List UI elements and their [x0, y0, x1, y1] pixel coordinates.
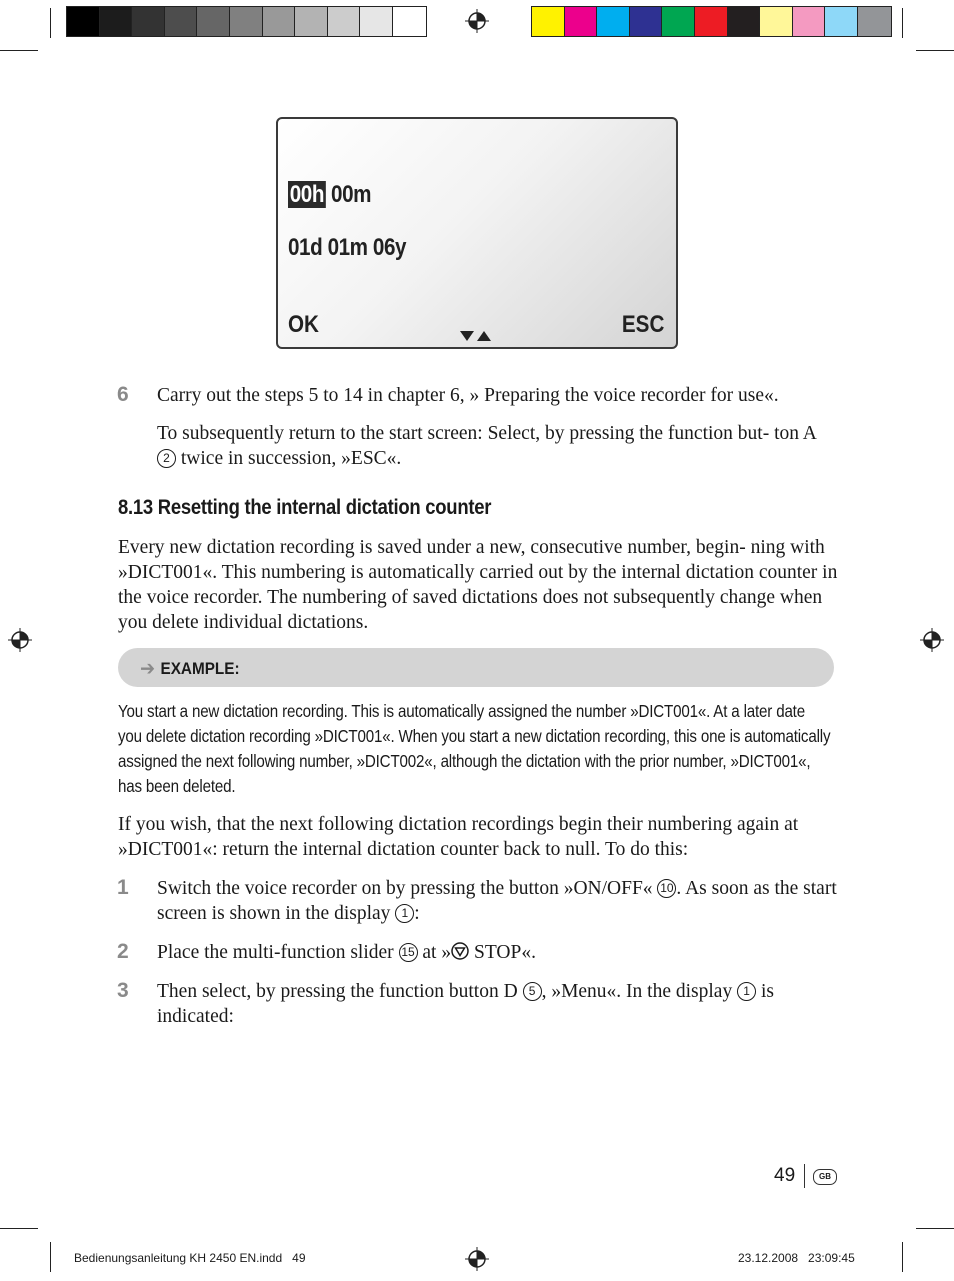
- step-text: [157, 940, 837, 965]
- gray-swatch: [263, 7, 296, 36]
- color-swatch: [662, 7, 695, 36]
- color-swatch: [793, 7, 826, 36]
- color-swatch: [597, 7, 630, 36]
- circled-number: 15: [399, 943, 418, 962]
- step-text-part: Place the multi-function slider: [157, 942, 399, 963]
- step-text-part: Then select, by pressing the function button D: [157, 981, 523, 1002]
- page-number: 49: [774, 1165, 796, 1186]
- lcd-date-line: 01d 01m 06y: [288, 234, 407, 261]
- gray-swatch: [67, 7, 100, 36]
- step-text-part: is indicated:: [157, 981, 774, 1027]
- circled-number: 1: [737, 982, 756, 1001]
- step-text-part: at »: [417, 942, 452, 963]
- crop-mark: [0, 1228, 38, 1229]
- country-badge: GB: [813, 1169, 837, 1185]
- gray-swatch: [393, 7, 426, 36]
- example-label: [140, 656, 240, 681]
- crop-mark: [50, 1242, 51, 1272]
- color-swatch: [565, 7, 598, 36]
- color-swatch: [825, 7, 858, 36]
- circled-number: 5: [523, 982, 542, 1001]
- registration-mark-icon: [8, 628, 32, 652]
- lcd-minutes: 00m: [325, 181, 372, 208]
- stop-icon: [451, 942, 469, 960]
- gray-swatch: [100, 7, 133, 36]
- step-number: 6: [117, 383, 129, 406]
- arrow-up-icon: [477, 331, 491, 341]
- gray-swatch: [197, 7, 230, 36]
- gray-swatch: [132, 7, 165, 36]
- page-number-divider: [804, 1164, 805, 1188]
- gray-swatch: [295, 7, 328, 36]
- step-note-text: twice in succession, »ESC«.: [176, 448, 402, 469]
- section-intro: Every new dictation recording is saved under a new, consecutive number, begin- ning with »DICT001«. This numbering is automatically carried out by the internal dictation counter in the voice recorder. The numbering of saved dictations does not subsequently change when you delete individual dictations.: [118, 537, 838, 633]
- step-text-part: Switch the voice recorder on by pressing the button »ON/OFF«: [157, 878, 658, 899]
- process-color-bar: [531, 6, 892, 37]
- arrow-right-icon: ➔: [140, 658, 156, 680]
- crop-mark: [902, 1242, 903, 1272]
- crop-mark: [0, 50, 38, 51]
- crop-mark: [916, 1228, 954, 1229]
- circled-number: 2: [157, 449, 176, 468]
- lcd-ok-label: OK: [288, 311, 319, 338]
- step-number: 1: [117, 876, 129, 899]
- down-up-arrows-icon: [460, 331, 491, 341]
- lcd-time-line: [288, 181, 371, 209]
- registration-mark-icon: [465, 9, 489, 33]
- lcd-esc-label: ESC: [621, 311, 664, 338]
- crop-mark: [916, 50, 954, 51]
- step-note-text: To subsequently return to the start screen: Select, by pressing the function but- ton A: [157, 423, 816, 444]
- slug-filename: Bedienungsanleitung KH 2450 EN.indd 49: [74, 1251, 306, 1265]
- step-text-part: , »Menu«. In the display: [541, 981, 738, 1002]
- grayscale-color-bar: [66, 6, 427, 37]
- followup-paragraph: If you wish, that the next following dictation recordings begin their numbering again at »DICT001«: return the internal dictation counter back to null. To do this:: [118, 814, 799, 860]
- step-number: 3: [117, 979, 129, 1002]
- example-label-text: EXAMPLE:: [160, 658, 240, 678]
- color-swatch: [532, 7, 565, 36]
- crop-mark: [902, 8, 903, 38]
- color-swatch: [695, 7, 728, 36]
- step-text-part: STOP«.: [469, 942, 536, 963]
- slug-timestamp: 23.12.2008 23:09:45: [738, 1251, 855, 1265]
- arrow-down-icon: [460, 331, 474, 341]
- step-text: [157, 979, 837, 1029]
- lcd-hours-selected: 00h: [289, 181, 324, 208]
- example-text: You start a new dictation recording. This is automatically assigned the number »DICT001«. At a later date you delete dictation recording »DICT001«. When you start a new dictation recording, this one is automatically assigned the next following number, »DICT002«, although the dictation with the prior number, »DICT001«, has been deleted.: [118, 701, 831, 796]
- registration-mark-icon: [465, 1247, 489, 1271]
- step-text-part: :: [414, 903, 420, 924]
- lcd-display: [276, 117, 678, 349]
- crop-mark: [50, 8, 51, 38]
- step-note: [157, 421, 837, 471]
- section-heading: 8.13 Resetting the internal dictation counter: [118, 496, 492, 519]
- gray-swatch: [360, 7, 393, 36]
- color-swatch: [630, 7, 663, 36]
- color-swatch: [728, 7, 761, 36]
- step-number: 2: [117, 940, 129, 963]
- color-swatch: [760, 7, 793, 36]
- registration-mark-icon: [920, 628, 944, 652]
- step-text-part: . As soon as the start screen is shown in the display: [157, 878, 837, 924]
- gray-swatch: [165, 7, 198, 36]
- gray-swatch: [230, 7, 263, 36]
- circled-number: 10: [657, 879, 676, 898]
- gray-swatch: [328, 7, 361, 36]
- example-banner: [118, 648, 834, 687]
- color-swatch: [858, 7, 891, 36]
- step-text: [157, 876, 837, 926]
- step-text: Carry out the steps 5 to 14 in chapter 6, » Preparing the voice recorder for use«.: [157, 385, 779, 406]
- circled-number: 1: [395, 904, 414, 923]
